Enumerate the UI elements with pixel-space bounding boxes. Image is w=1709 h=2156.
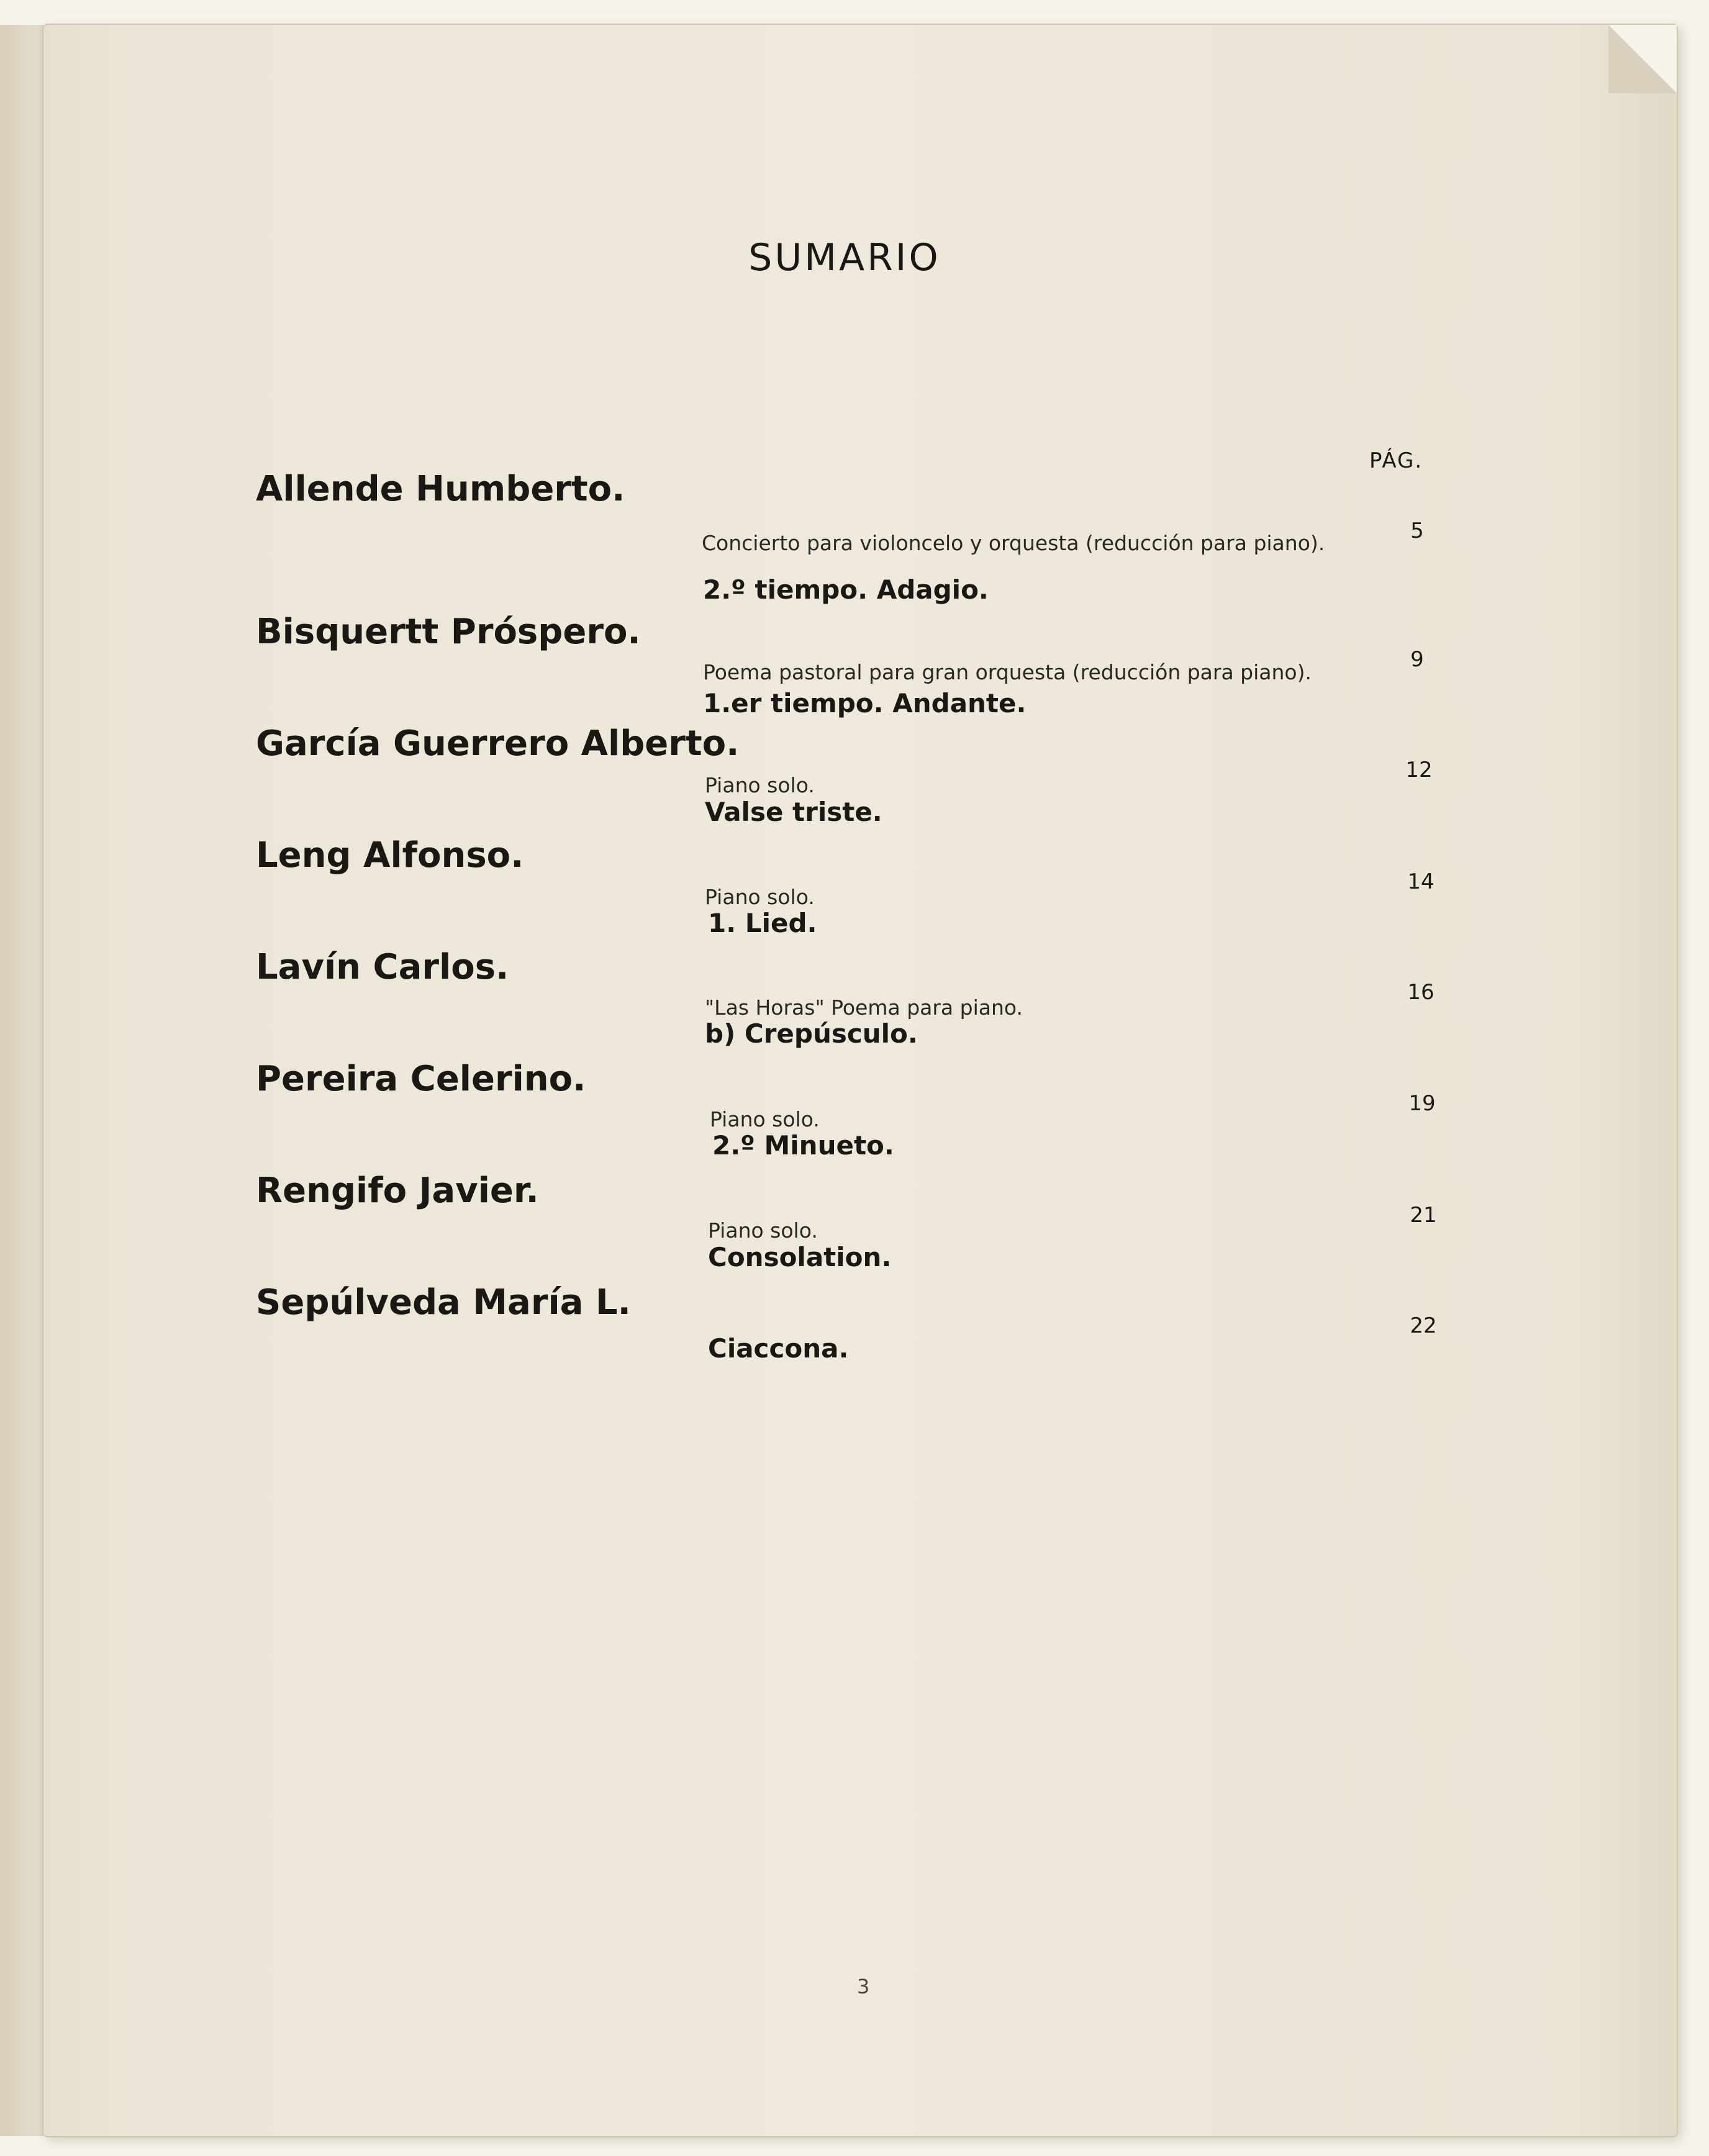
page-number: 5	[1410, 519, 1424, 543]
page-number: 16	[1407, 980, 1435, 1005]
work-title: b) Crepúsculo.	[705, 1018, 918, 1049]
work-title: Ciaccona.	[708, 1333, 849, 1364]
entry-description: Poema pastoral para gran orquesta (reducción para piano).	[703, 660, 1312, 684]
composer-name: Bisquertt Próspero.	[256, 612, 641, 652]
entry-description: "Las Horas" Poema para piano.	[705, 995, 1023, 1020]
entry-description: Piano solo.	[705, 885, 815, 909]
work-title: Valse triste.	[705, 797, 882, 827]
composer-name: Allende Humberto.	[256, 469, 625, 509]
composer-name: García Guerrero Alberto.	[256, 723, 740, 764]
footer-page-number: 3	[856, 1975, 870, 1998]
work-title: 1. Lied.	[708, 908, 817, 938]
work-title: 2.º tiempo. Adagio.	[703, 574, 989, 605]
entry-description: Concierto para violoncelo y orquesta (reducción para piano).	[702, 531, 1325, 555]
entry-description: Piano solo.	[708, 1218, 818, 1243]
work-title: 2.º Minueto.	[712, 1130, 894, 1161]
work-title: Consolation.	[708, 1242, 892, 1272]
composer-name: Rengifo Javier.	[256, 1171, 539, 1211]
entry-description: Piano solo.	[705, 773, 815, 797]
composer-name: Leng Alfonso.	[256, 835, 524, 876]
page-column-label: PÁG.	[1369, 448, 1423, 473]
composer-name: Sepúlveda María L.	[256, 1282, 631, 1323]
composer-name: Pereira Celerino.	[256, 1059, 586, 1099]
corner-fold	[1608, 25, 1677, 93]
page-number: 22	[1410, 1313, 1437, 1338]
page-title: SUMARIO	[748, 236, 941, 279]
page-number: 14	[1407, 869, 1435, 894]
page-number: 21	[1410, 1203, 1437, 1228]
page-number: 19	[1408, 1091, 1436, 1116]
entry-description: Piano solo.	[710, 1107, 820, 1131]
composer-name: Lavín Carlos.	[256, 947, 509, 987]
work-title: 1.er tiempo. Andante.	[703, 688, 1027, 718]
page-number: 12	[1405, 758, 1433, 782]
page-number: 9	[1410, 647, 1424, 672]
